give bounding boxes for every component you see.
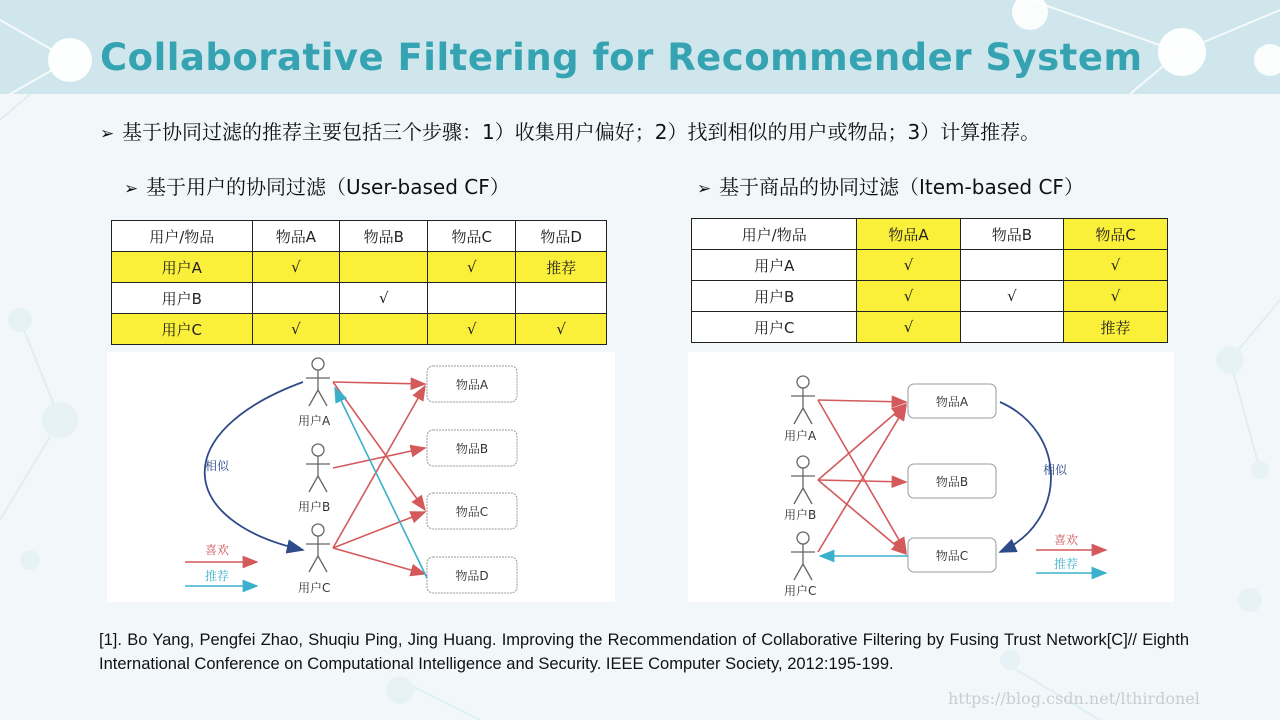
like-arrow <box>818 400 906 402</box>
item-based-diagram-svg <box>688 352 1174 602</box>
user-figure-icon <box>306 444 330 492</box>
like-arrow <box>333 548 425 574</box>
bullet-user-based <box>124 171 510 200</box>
table-cell: 用户C <box>112 314 253 345</box>
table-row <box>692 281 1168 312</box>
similar-label: 相似 <box>1043 463 1068 477</box>
table-cell <box>252 283 340 314</box>
item-based-diagram <box>688 352 1174 602</box>
like-arrow <box>333 382 425 510</box>
bullet-arrow-icon: ➢ <box>100 124 115 144</box>
reference-citation: [1]. Bo Yang, Pengfei Zhao, Shuqiu Ping, Jing Huang. Improving the Recommendation of Collaborative Filtering by Fusing Trust Network[C]// Eighth International Conference on Computational Intelligence and Security. IEEE Computer Society, 2012:195-199. <box>99 631 1189 673</box>
bullet-item-based <box>697 171 1084 200</box>
bullet-item-based-text: 基于商品的协同过滤（Item-based CF） <box>719 175 1084 199</box>
table-cell: 用户A <box>692 250 857 281</box>
table-cell: 用户B <box>112 283 253 314</box>
title-bar <box>0 0 1280 94</box>
table-cell: √ <box>857 312 960 343</box>
table-cell: √ <box>428 314 516 345</box>
table-cell: √ <box>1064 250 1168 281</box>
user-label: 用户C <box>784 584 817 598</box>
like-arrow <box>333 386 425 548</box>
table-cell: √ <box>1064 281 1168 312</box>
like-arrow <box>818 404 906 480</box>
table-row <box>692 312 1168 343</box>
table-cell: √ <box>857 250 960 281</box>
user-figure-icon <box>306 358 330 406</box>
like-arrow <box>333 512 425 548</box>
header-cell: 物品C <box>428 221 516 252</box>
slide-title: Collaborative Filtering for Recommender System <box>100 36 1143 79</box>
recommend-arrow <box>335 388 427 578</box>
item-label: 物品B <box>935 475 969 489</box>
table-cell: 用户B <box>692 281 857 312</box>
table-row <box>112 314 607 345</box>
table-cell <box>960 312 1063 343</box>
table-cell <box>428 283 516 314</box>
bullet-arrow-icon: ➢ <box>697 179 712 199</box>
table-cell: 用户A <box>112 252 253 283</box>
watermark: https://blog.csdn.net/lthirdonel <box>948 689 1200 708</box>
user-label: 用户B <box>784 508 817 522</box>
item-based-table <box>691 218 1168 343</box>
legend-recommend-label: 推荐 <box>1054 557 1079 571</box>
legend-like-label: 喜欢 <box>205 543 230 557</box>
table-cell: 推荐 <box>1064 312 1168 343</box>
user-label: 用户B <box>298 500 331 514</box>
user-figure-icon <box>791 456 815 504</box>
header-cell: 物品B <box>340 221 428 252</box>
table-cell: √ <box>857 281 960 312</box>
header-cell: 物品A <box>857 219 960 250</box>
table-cell <box>960 250 1063 281</box>
header-cell: 物品C <box>1064 219 1168 250</box>
table-cell <box>516 283 607 314</box>
similar-arc <box>1000 402 1051 552</box>
table-header-row <box>692 219 1168 250</box>
bullet-user-based-text: 基于用户的协同过滤（User-based CF） <box>146 175 510 199</box>
header-cell: 物品A <box>252 221 340 252</box>
header-cell: 物品D <box>516 221 607 252</box>
legend-recommend-label: 推荐 <box>205 569 230 583</box>
bullet-main-text: 基于协同过滤的推荐主要包括三个步骤：1）收集用户偏好；2）找到相似的用户或物品；3）计算推荐。 <box>122 120 1041 144</box>
table-cell: 用户C <box>692 312 857 343</box>
table-cell: √ <box>960 281 1063 312</box>
item-label: 物品D <box>455 569 489 583</box>
user-figure-icon <box>791 376 815 424</box>
item-label: 物品B <box>455 442 489 456</box>
table-cell <box>340 314 428 345</box>
like-arrow <box>333 382 425 384</box>
table-row <box>112 283 607 314</box>
user-based-diagram-svg <box>107 352 615 602</box>
user-label: 用户A <box>298 414 331 428</box>
header-cell: 用户/物品 <box>692 219 857 250</box>
table-cell: √ <box>252 314 340 345</box>
item-label: 物品A <box>455 378 489 392</box>
user-label: 用户C <box>298 581 331 595</box>
bullet-main <box>100 116 1040 145</box>
table-cell: √ <box>252 252 340 283</box>
like-arrow <box>818 480 906 554</box>
header-cell: 物品B <box>960 219 1063 250</box>
item-label: 物品C <box>935 549 969 563</box>
table-cell: √ <box>428 252 516 283</box>
legend-like-label: 喜欢 <box>1054 533 1079 547</box>
header-cell: 用户/物品 <box>112 221 253 252</box>
item-label: 物品A <box>935 395 969 409</box>
user-label: 用户A <box>784 429 817 443</box>
table-row <box>112 252 607 283</box>
table-row <box>692 250 1168 281</box>
item-label: 物品C <box>455 505 489 519</box>
similar-label: 相似 <box>205 459 230 473</box>
table-cell <box>340 252 428 283</box>
user-figure-icon <box>306 524 330 572</box>
table-header-row <box>112 221 607 252</box>
user-based-diagram <box>107 352 615 602</box>
user-based-table <box>111 220 607 345</box>
like-arrow <box>333 448 425 468</box>
bullet-arrow-icon: ➢ <box>124 179 139 199</box>
user-figure-icon <box>791 532 815 580</box>
table-cell: √ <box>340 283 428 314</box>
table-cell: 推荐 <box>516 252 607 283</box>
table-cell: √ <box>516 314 607 345</box>
